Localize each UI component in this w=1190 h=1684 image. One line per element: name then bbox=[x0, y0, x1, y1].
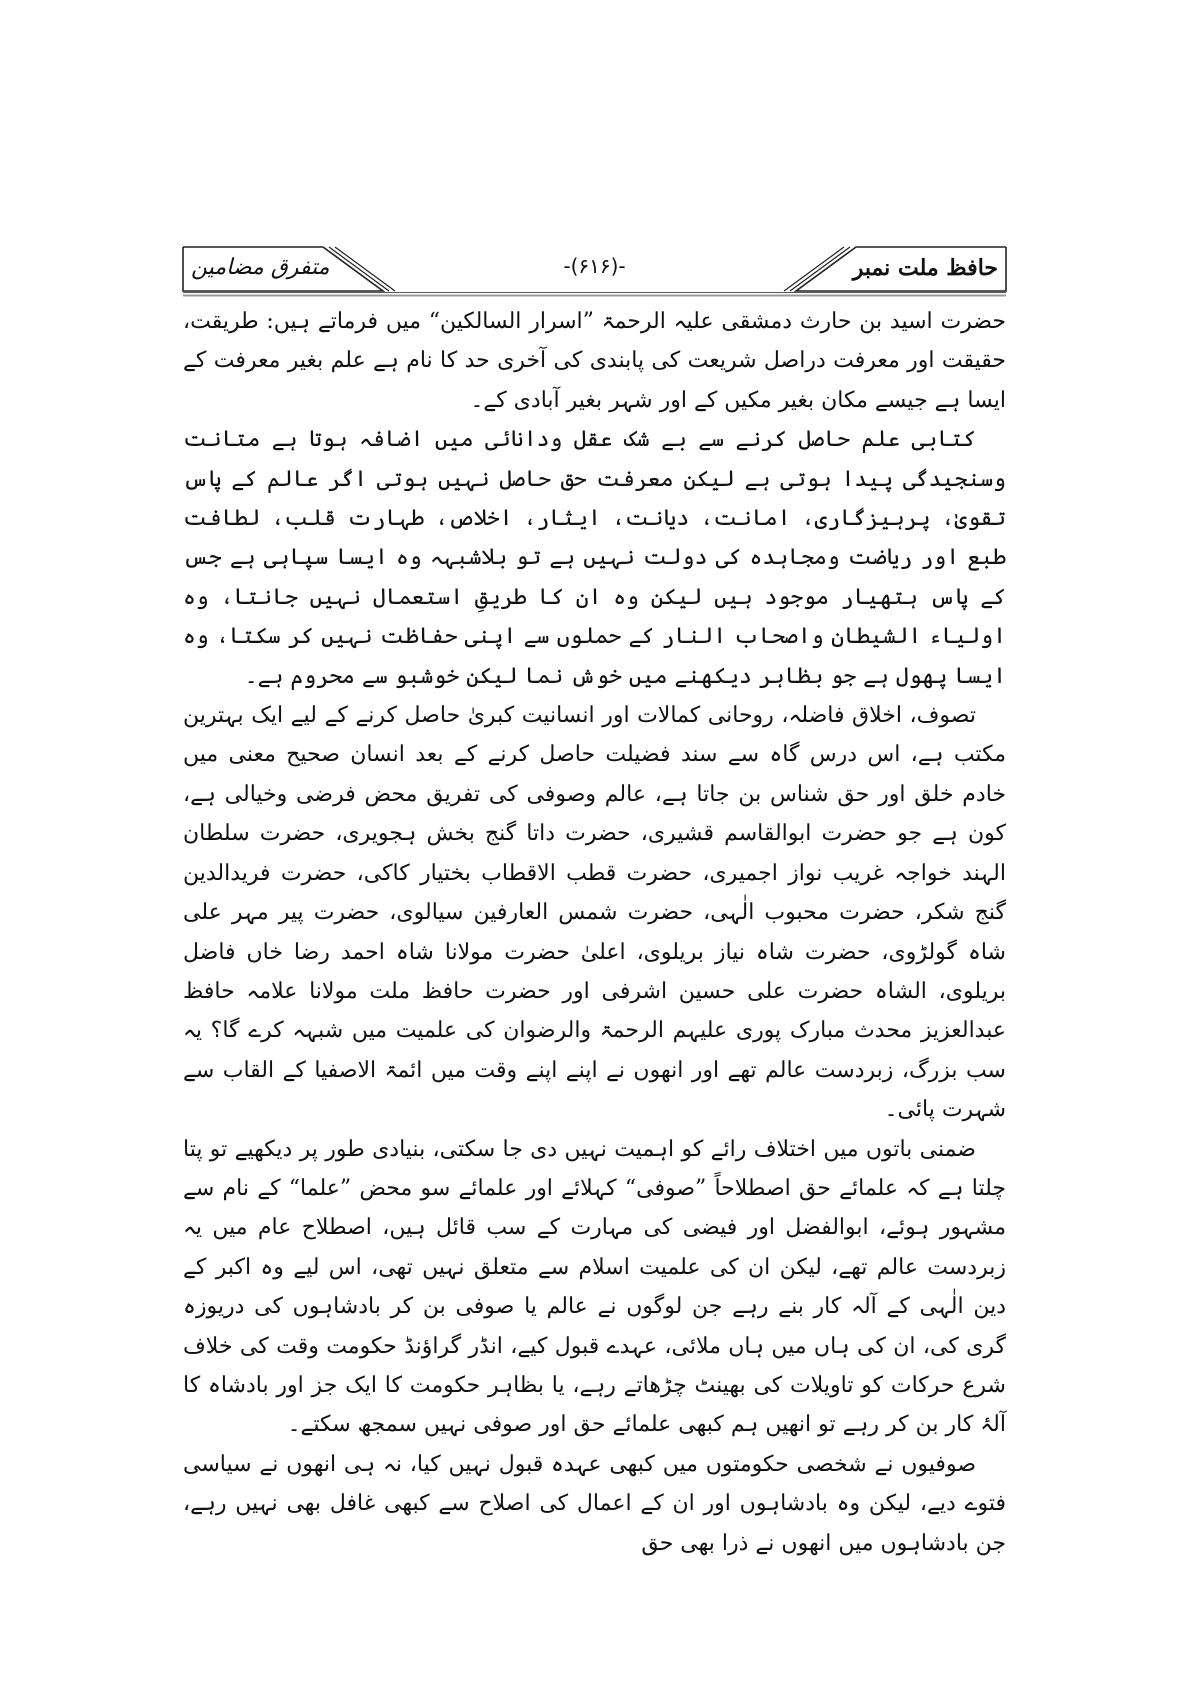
page-number: -(۶۱۶)- bbox=[563, 254, 626, 278]
paragraph: ضمنی باتوں میں اختلاف رائے کو اہمیت نہیں دی جا سکتی، بنیادی طور پر دیکھیے تو پتا چلتا ہے کہ علمائے حق اصطلاحاً ”صوفی“ کہلائے اور علمائے سو محض ”علما“ کے نام سے مشہور ہوئے، ابوالفضل اور فیضی کی مہارت کے سب قائل ہیں، اصطلاح عام میں یہ زبردست عالم تھے، لیکن ان کی علمیت اسلام سے متعلق نہیں تھی، اس لیے وہ اکبر کے دین الٰہی کے آلہ کار بنے رہے جن لوگوں نے عالم یا صوفی بن کر بادشاہوں کی دریوزہ گری کی، ان کی ہاں میں ہاں ملائی، عہدے قبول کیے، انڈر گراؤنڈ حکومت وقت کی خلاف شرع حرکات کو تاویلات کی بھینٹ چڑھاتے رہے، یا بظاہر حکومت کا ایک جز اور بادشاہ کا آلۂ کار بن کر رہے تو انھیں ہم کبھی علمائے حق اور صوفی نہیں سمجھ سکتے۔ bbox=[183, 1136, 1006, 1438]
paragraph: صوفیوں نے شخصی حکومتوں میں کبھی عہدہ قبول نہیں کیا، نہ ہی انھوں نے سیاسی فتوے دیے، لیکن وہ بادشاہوں اور ان کے اعمال کی اصلاح سے کبھی غافل بھی نہیں رہے، جن بادشاہوں میں انھوں نے ذرا بھی حق bbox=[183, 1451, 1006, 1556]
page-header bbox=[183, 247, 1006, 291]
publication-title: حافظ ملت نمبر bbox=[852, 255, 998, 281]
paragraph: تصوف، اخلاق فاضلہ، روحانی کمالات اور انسانیت کبریٰ حاصل کرنے کے لیے ایک بہترین مکتب ہے، اس درس گاہ سے سند فضیلت حاصل کرنے کے بعد انسان صحیح معنی میں خادم خلق اور حق شناس بن جاتا ہے، عالم وصوفی کی تفریق محض فرضی وخیالی ہے، کون ہے جو حضرت ابوالقاسم قشیری، حضرت داتا گنج بخش ہجویری، حضرت سلطان الہند خواجہ غریب نواز اجمیری، حضرت قطب الاقطاب بختیار کاکی، حضرت فریدالدین گنج شکر، حضرت محبوب الٰہی، حضرت شمس العارفین سیالوی، حضرت پیر مہر علی شاہ گولڑوی، حضرت شاہ نیاز بریلوی، اعلیٰ حضرت مولانا شاہ احمد رضا خاں فاضل بریلوی، الشاہ حضرت علی حسین اشرفی اور حضرت حافظ ملت مولانا علامہ حافظ عبدالعزیز محدث مبارک پوری علیہم الرحمۃ والرضوان کی علمیت میں شبہہ کرے گا؟ یہ سب بزرگ، زبردست عالم تھے اور انھوں نے اپنے اپنے وقت میں ائمۃ الاصفیا کے القاب سے شہرت پائی۔ bbox=[183, 703, 1006, 1123]
section-title: متفرق مضامین bbox=[191, 255, 330, 280]
paragraph: کتابی علم حاصل کرنے سے بے شک عقل ودانائی میں اضافہ ہوتا ہے متانت وسنجیدگی پیدا ہوتی ہے لیکن معرفت حق حاصل نہیں ہوتی اگر عالم کے پاس تقویٰ، پرہیزگاری، امانت، دیانت، ایثار، اخلاص، طہارت قلب، لطافت طبع اور ریاضت ومجاہدہ کی دولت نہیں ہے تو بلاشبہہ وہ ایسا سپاہی ہے جس کے پاس ہتھیار موجود ہیں لیکن وہ ان کا طریقِ استعمال نہیں جانتا، وہ اولیاء الشیطان واصحاب النار کے حملوں سے اپنی حفاظت نہیں کر سکتا، وہ ایسا پھول ہے جو بظاہر دیکھنے میں خوش نما لیکن خوشبو سے محروم ہے۔ bbox=[183, 427, 1006, 689]
body-text bbox=[183, 302, 1006, 1563]
paragraph: حضرت اسید بن حارث دمشقی علیہ الرحمۃ ”اسرار السالکین“ میں فرماتے ہیں: طریقت، حقیقت اور معرفت دراصل شریعت کی پابندی کی آخری حد کا نام ہے علم بغیر معرفت کے ایسا ہے جیسے مکان بغیر مکیں کے اور شہر بغیر آبادی کے۔ bbox=[183, 309, 1006, 413]
